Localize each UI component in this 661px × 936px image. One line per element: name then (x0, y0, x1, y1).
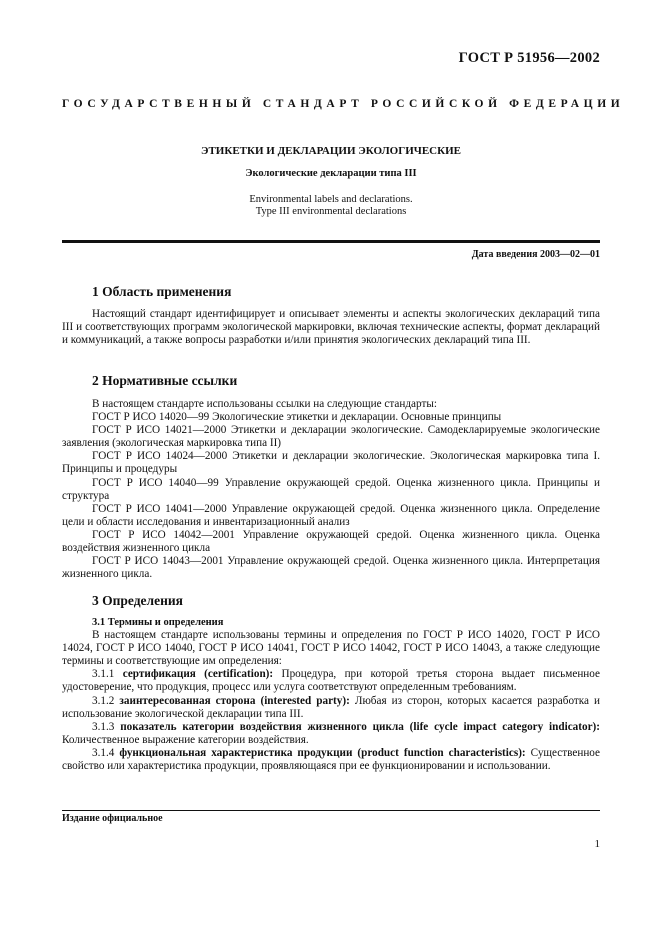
footer-divider (62, 810, 600, 811)
section-1-body (62, 308, 600, 347)
term-text: Количественное выражение категории воздействия. (62, 733, 309, 746)
header-divider (62, 240, 600, 243)
reference-item: ГОСТ Р ИСО 14021—2000 Этикетки и декларации экологические. Самодекларируемые экологические заявления (экологическая маркировка типа II) (62, 424, 600, 450)
term-number: 3.1.1 (92, 668, 115, 681)
term-definition (62, 747, 600, 773)
gost-number: ГОСТ Р 51956—2002 (458, 50, 600, 66)
state-standard-title: ГОСУДАРСТВЕННЫЙ СТАНДАРТ РОССИЙСКОЙ ФЕДЕРАЦИИ (62, 98, 625, 110)
term-text: Существенное свойство или характеристика продукции, проявляющаяся при ее функционировании и использовании. (62, 746, 600, 773)
document-title: ЭТИКЕТКИ И ДЕКЛАРАЦИИ ЭКОЛОГИЧЕСКИЕ (201, 145, 461, 157)
reference-item: ГОСТ Р ИСО 14020—99 Экологические этикетки и декларации. Основные принципы (92, 411, 502, 424)
term-name: заинтересованная сторона (interested party): (119, 694, 350, 707)
section-3-heading: 3 Определения (92, 593, 183, 608)
term-number: 3.1.3 (92, 720, 115, 733)
term-definition (62, 668, 600, 694)
page-number: 1 (594, 838, 600, 850)
section-3-intro: В настоящем стандарте использованы термины и определения по ГОСТ Р ИСО 14020, ГОСТ Р ИСО 14024, ГОСТ Р ИСО 14040, ГОСТ Р ИСО 14041, ГОСТ Р ИСО 14042, ГОСТ Р ИСО 14043, а также следующие термины и соответствующие им определения: (62, 629, 600, 668)
term-number: 3.1.4 (92, 746, 115, 759)
reference-item: ГОСТ Р ИСО 14043—2001 Управление окружающей средой. Оценка жизненного цикла. Интерпретация жизненного цикла. (62, 555, 600, 581)
term-name: показатель категории воздействия жизненного цикла (life cycle impact category indicator): (120, 720, 600, 733)
section-1-paragraph: Настоящий стандарт идентифицирует и описывает элементы и аспекты экологических деклараций типа III и соответствующих программ экологической маркировки, включая технические аспекты, формат деклараций и коммуникаций, а также вопросы разработки и/или принятия экологических деклараций типа III. (62, 308, 600, 347)
term-definition (62, 721, 600, 747)
subsection-3-1-heading: 3.1 Термины и определения (92, 617, 224, 628)
section-2-intro: В настоящем стандарте использованы ссылки на следующие стандарты: (92, 398, 437, 410)
reference-item: ГОСТ Р ИСО 14024—2000 Этикетки и декларации экологические. Экологическая маркировка типа I. Принципы и процедуры (62, 450, 600, 476)
term-name: функциональная характеристика продукции (product function characteristics): (119, 746, 526, 759)
term-text: Процедура, при которой третья сторона выдает письменное удостоверение, что продукция, процесс или услуга соответствуют определенным требованиям. (62, 668, 600, 694)
reference-item: ГОСТ Р ИСО 14040—99 Управление окружающей средой. Оценка жизненного цикла. Принципы и структура (62, 476, 600, 502)
edition-label: Издание официальное (62, 813, 163, 824)
english-title-line2: Type III environmental declarations (255, 206, 407, 217)
english-title (62, 194, 600, 218)
term-number: 3.1.2 (92, 694, 115, 707)
section-1-heading: 1 Область применения (92, 284, 232, 299)
term-name: сертификация (certification): (122, 668, 274, 681)
section-2-body (62, 398, 600, 581)
english-title-line1: Environmental labels and declarations. (249, 194, 413, 205)
term-text: Любая из сторон, которых касается разработка и использование экологической декларации типа III. (62, 694, 601, 720)
introduction-date: Дата введения 2003—02—01 (471, 249, 600, 260)
term-definition (62, 695, 600, 721)
reference-item: ГОСТ Р ИСО 14042—2001 Управление окружающей средой. Оценка жизненного цикла. Оценка воздействия жизненного цикла (62, 528, 600, 555)
document-subtitle: Экологические декларации типа III (245, 168, 417, 179)
section-2-heading: 2 Нормативные ссылки (92, 373, 238, 388)
reference-item: ГОСТ Р ИСО 14041—2000 Управление окружающей средой. Оценка жизненного цикла. Определение цели и области исследования и инвентаризационный анализ (62, 502, 600, 528)
section-3-body (62, 616, 600, 773)
